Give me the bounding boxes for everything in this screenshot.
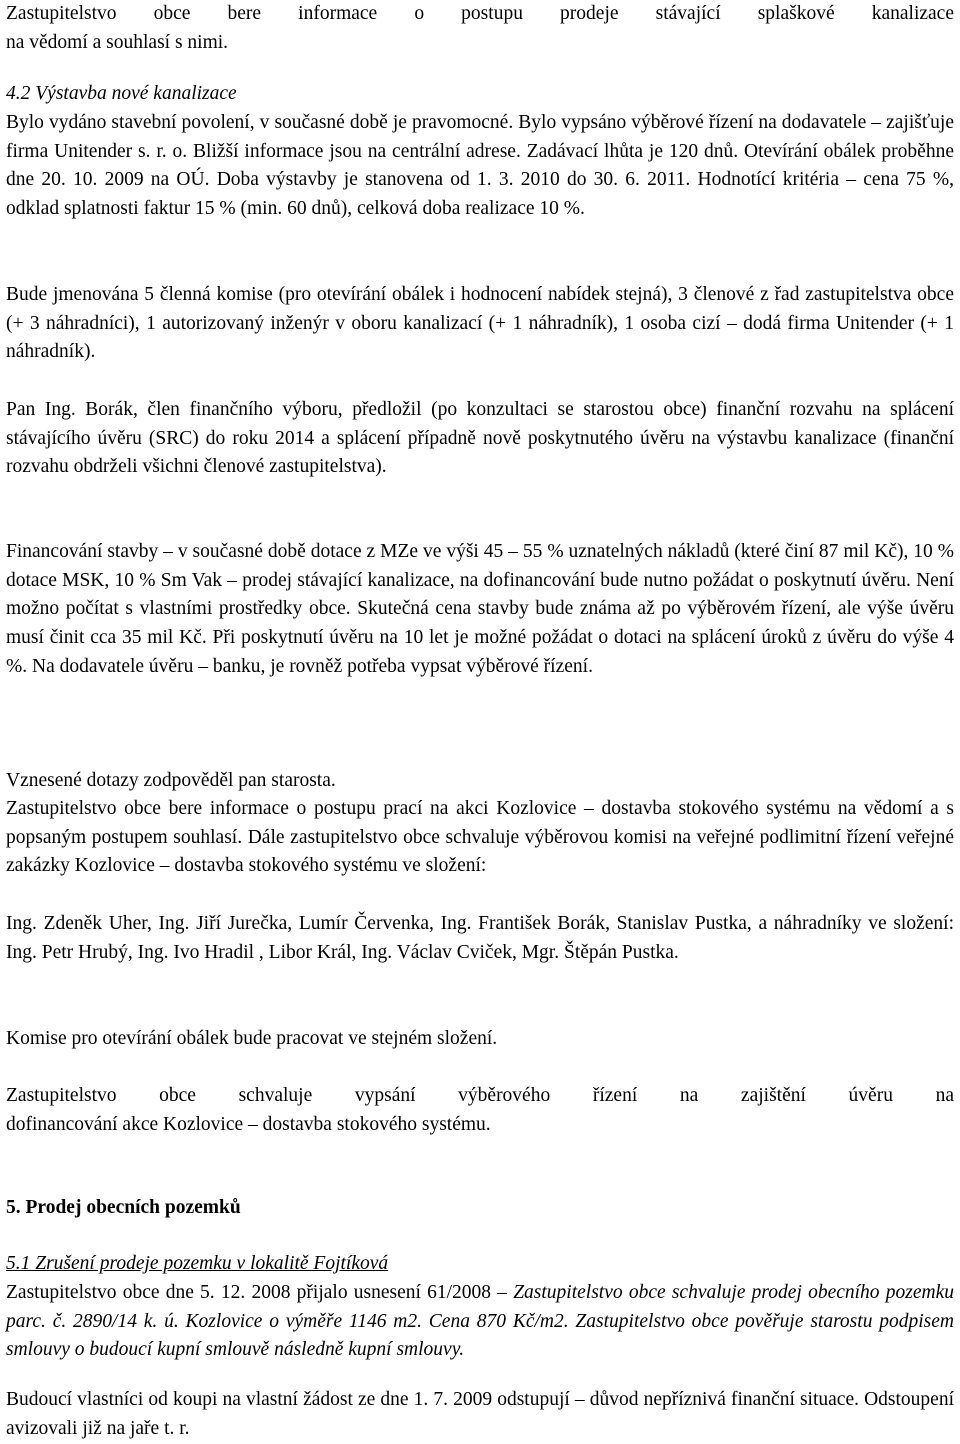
intro-paragraph (6, 0, 954, 57)
financial-plan-paragraph: Pan Ing. Borák, člen finančního výboru, předložil (po konzultaci se starostou obce) finanční rozvahu na splácení stávajícího úvěru (SRC) do roku 2014 a splácení případně nově poskytnutého úvěru na výstavbu kanalizace (finanční rozvahu obdrželi všichni členové zastupitelstva). (6, 399, 954, 478)
intro-line-1: Zastupitelstvo obce bere informace o postupu prodeje stávající splaškové kanalizace (6, 3, 954, 24)
section-5-1-resolution-quote: Zastupitelstvo obce schvaluje prodej obecního pozemku parc. č. 2890/14 k. ú. Kozlovice o výměře 1146 m2. Cena 870 Kč/m2. Zastupitelstvo obce pověřuje starostu podpisem smlouvy o budoucí kupní smlouvě následně kupní smlouvy. (6, 1282, 954, 1361)
committee-members: Ing. Zdeněk Uher, Ing. Jiří Jurečka, Lumír Červenka, Ing. František Borák, Stanislav Pustka, a náhradníky ve složení: Ing. Petr Hrubý, Ing. Ivo Hradil , Libor Král, Ing. Václav Cviček, Mgr. Štěpán Pustka. (6, 913, 954, 963)
resolution-paragraph: Zastupitelstvo obce bere informace o postupu prací na akci Kozlovice – dostavba stokového systému na vědomí a s popsaným postupem souhlasí. Dále zastupitelstvo obce schvaluje výběrovou komisi na veřejné podlimitní řízení veřejné zakázky Kozlovice – dostavba stokového systému ve složení: (6, 798, 954, 877)
section-5-1-heading: 5.1 Zrušení prodeje pozemku v lokalitě Fojtíková (6, 1253, 389, 1274)
commission-paragraph: Bude jmenována 5 členná komise (pro otevírání obálek i hodnocení nabídek stejná), 3 členové z řad zastupitelstva obce (+ 3 náhradníci), 1 autorizovaný inženýr v oboru kanalizací (+ 1 náhradník), 1 osoba cizí – dodá firma Unitender (+ 1 náhradník). (6, 284, 954, 363)
financing-paragraph: Financování stavby – v současné době dotace z MZe ve výši 45 – 55 % uznatelných nákladů (které činí 87 mil Kč), 10 % dotace MSK, 10 % Sm Vak – prodej stávající kanalizace, na dofinancování bude nutno požádat o poskytnutí úvěru. Není možno počítat s vlastními prostředky obce. Skutečná cena stavby bude známa až po výběrovém řízení, ale výše úvěru musí činit cca 35 mil Kč. Při poskytnutí úvěru na 10 let je možné požádat o dotaci na splácení úroků z úvěru do výše 4 %. Na dodavatele úvěru – banku, je rovněž potřeba vypsat výběrové řízení. (6, 541, 954, 677)
section-5-heading: 5. Prodej obecních pozemků (6, 1197, 241, 1218)
section-5-1-plain: Zastupitelstvo obce dne 5. 12. 2008 přijalo usnesení 61/2008 – (6, 1282, 514, 1303)
section-4-2-heading: 4.2 Výstavba nové kanalizace (6, 83, 237, 104)
loan-tender-paragraph (6, 1082, 954, 1139)
intro-line-2: na vědomí a souhlasí s nimi. (6, 31, 229, 53)
questions-answered: Vznesené dotazy zodpověděl pan starosta. (6, 770, 336, 791)
section-5-1-withdrawal: Budoucí vlastníci od koupi na vlastní žádost ze dne 1. 7. 2009 odstupují – důvod nepříznivá finanční situace. Odstoupení avizovali již na jaře t. r. (6, 1389, 954, 1439)
loan-tender-line-2: dofinancování akce Kozlovice – dostavba stokového systému. (6, 1113, 491, 1135)
envelope-commission: Komise pro otevírání obálek bude pracovat ve stejném složení. (6, 1028, 498, 1049)
loan-tender-line-1: Zastupitelstvo obce schvaluje vypsání výběrového řízení na zajištění úvěru na (6, 1085, 954, 1106)
section-5-1-text (6, 1279, 954, 1365)
section-4-2-text: Bylo vydáno stavební povolení, v současné době je pravomocné. Bylo vypsáno výběrové řízení na dodavatele – zajišťuje firma Unitender s. r. o. Bližší informace jsou na centrální adrese. Zadávací lhůta je 120 dnů. Otevírání obálek proběhne dne 20. 10. 2009 na OÚ. Doba výstavby je stanovena od 1. 3. 2010 do 30. 6. 2011. Hodnotící kritéria – cena 75 %, odklad splatnosti faktur 15 % (min. 60 dnů), celková doba realizace 10 %. (6, 112, 954, 220)
